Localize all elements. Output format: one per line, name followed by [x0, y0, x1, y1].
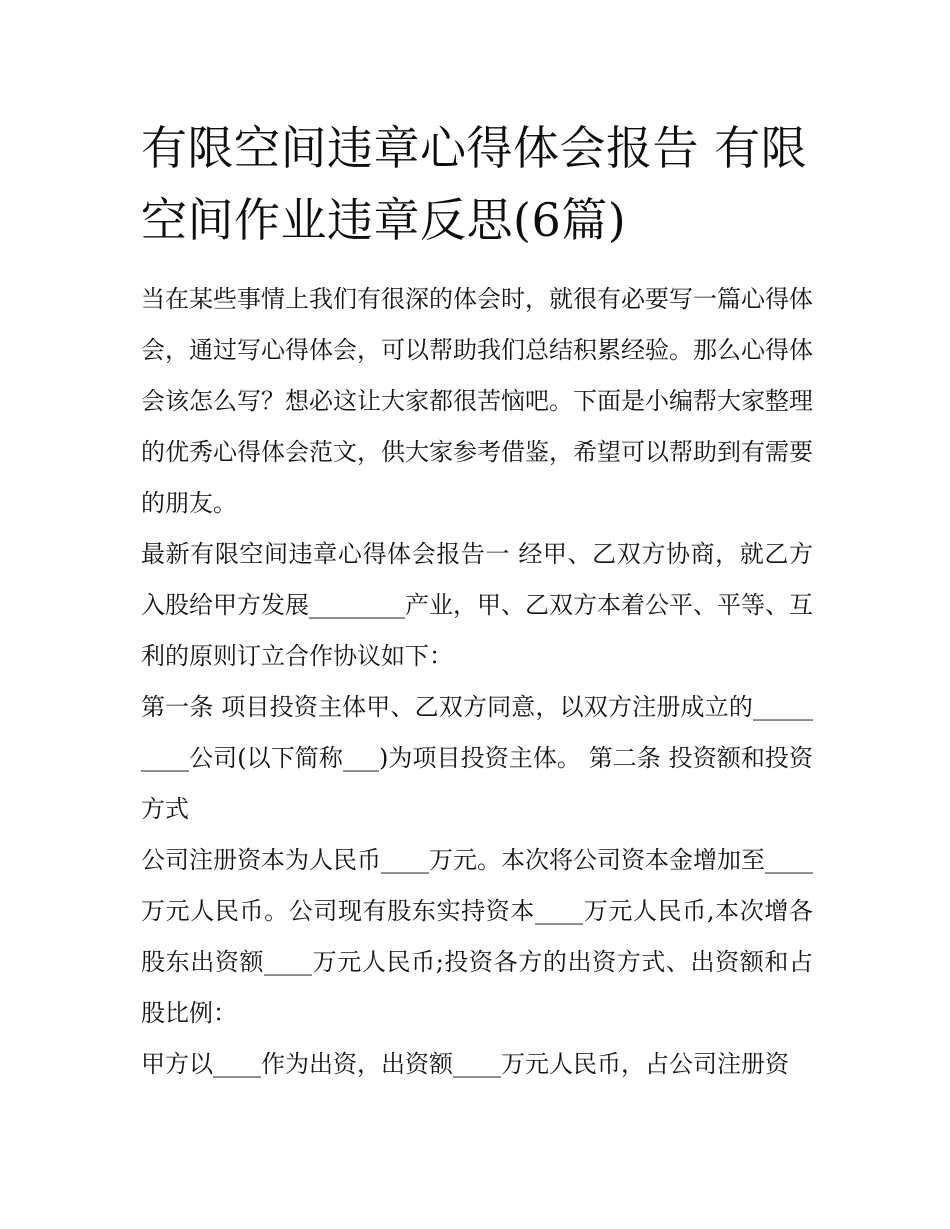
document-title: 有限空间违章心得体会报告 有限空间作业违章反思(6篇) [141, 121, 808, 247]
paragraph-party-a-contribution: 甲方以____作为出资，出资额____万元人民币，占公司注册资 [141, 1050, 789, 1078]
paragraph-registered-capital: 公司注册资本为人民币____万元。本次将公司资本金增加至____万元人民币。公司现有股东实持资本____万元人民币,本次增各股东出资额____万元人民币;投资各方的出资方式、出资额和占股比例： [141, 846, 813, 1027]
document-body [141, 112, 813, 1090]
paragraph-article-one: 第一条 项目投资主体甲、乙双方同意，以双方注册成立的_________公司(以下简称___)为项目投资主体。 第二条 投资额和投资方式 [141, 693, 813, 823]
paragraph-intro: 当在某些事情上我们有很深的体会时，就很有必要写一篇心得体会，通过写心得体会，可以帮助我们总结积累经验。那么心得体会该怎么写？想必这让大家都很苦恼吧。下面是小编帮大家整理的优秀心得体会范文，供大家参考借鉴，希望可以帮助到有需要的朋友。 [141, 285, 813, 517]
paragraph-agreement-preamble: 最新有限空间违章心得体会报告一 经甲、乙双方协商，就乙方入股给甲方发展________产业，甲、乙双方本着公平、平等、互利的原则订立合作协议如下： [141, 540, 813, 670]
